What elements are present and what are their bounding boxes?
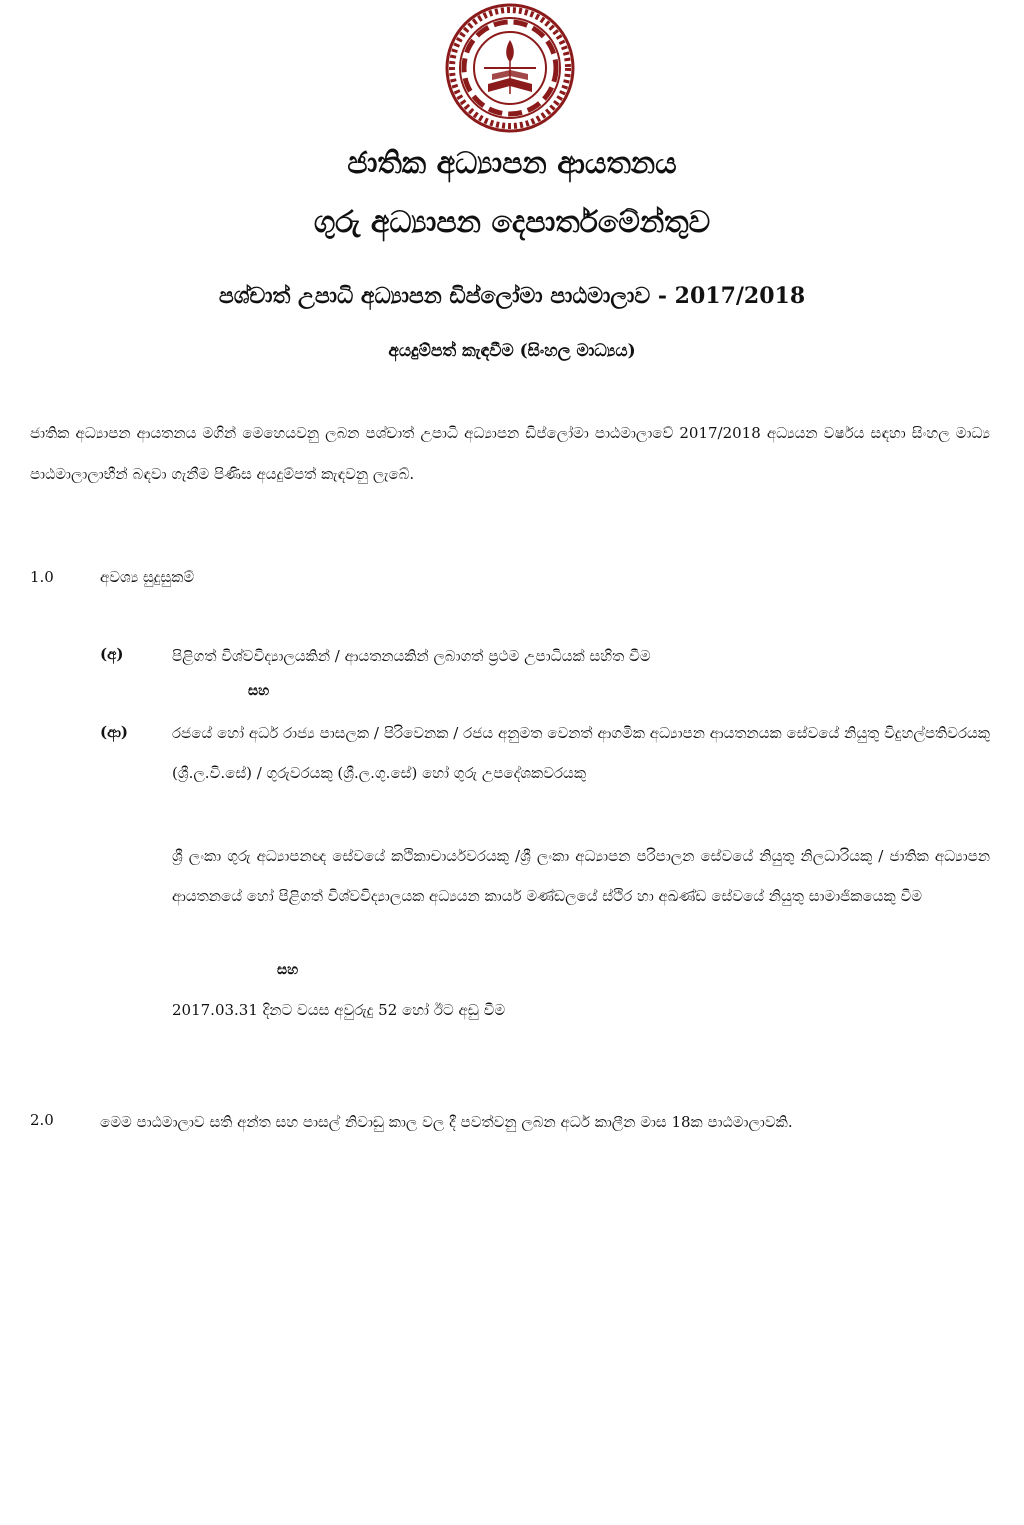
item-a-text: පිළිගත් විශ්වවිද්‍යාලයකින් / ආයතනයකින් ලබාගත් ප්‍රථම උපාධියක් සහිත වීම xyxy=(172,647,651,665)
department-title: ගුරු අධ්‍යාපන දෙපාර්තමේන්තුව xyxy=(313,205,711,240)
section-2-text: මෙම පාඨමාලාව සති අන්ත සහ පාසල් නිවාඩු කාල වල දී පවත්වනු ලබන අර්ධ කාලීන මාස 18ක පාඨමාලාවකි. xyxy=(100,1113,793,1131)
intro-paragraph: ජාතික අධ්‍යාපන ආයතනය මගින් මෙහෙයවනු ලබන පශ්චාත් උපාධි අධ්‍යාපන ඩිප්ලෝමා පාඨමාලාවේ 2017/2018 අධ්‍යයන වර්ෂය සඳහා සිංහල මාධ්‍ය පාඨමාලාලාභීන් බඳවා ගැනීම පිණිස අයදුම්පත් කැඳවනු ලැබේ. xyxy=(30,424,990,483)
and-conjunction-1: සහ xyxy=(248,683,270,699)
item-a-label: (අ) xyxy=(100,645,124,663)
age-requirement: 2017.03.31 දිනට වයස අවුරුදු 52 හෝ ඊට අඩු වීම xyxy=(172,1001,506,1019)
section-1-number: 1.0 xyxy=(30,568,54,586)
notice-subtitle: අයදුම්පත් කැඳවීම (සිංහල මාධ්‍යය) xyxy=(388,341,636,361)
and-conjunction-2: සහ xyxy=(277,962,299,978)
section-2-number: 2.0 xyxy=(30,1111,54,1129)
institute-title: ජාතික අධ්‍යාපන ආයතනය xyxy=(347,146,677,181)
section-1-title: අවශ්‍ය සුදුසුකම් xyxy=(100,568,195,586)
institute-emblem-logo xyxy=(444,2,576,134)
item-aa-label: (ආ) xyxy=(100,723,129,741)
course-title: පශ්චාත් උපාධි අධ්‍යාපන ඩිප්ලෝමා පාඨමාලාව - 2017/2018 xyxy=(218,283,806,309)
item-aa-text-1: රජයේ හෝ අර්ධ රාජ්‍ය පාසලක / පිරිවෙනක / රජය අනුමත වෙනත් ආගමික අධ්‍යාපන ආයතනයක සේවයේ නියුතු විදුහල්පතිවරයකු (ශ්‍රී.ල.වි.සේ) / ගුරුවරයකු (ශ්‍රී.ල.ගු.සේ) හෝ ගුරු උපදේශකවරයකු xyxy=(172,724,990,782)
item-aa-text-2: ශ්‍රී ලංකා ගුරු අධ්‍යාපනඥ සේවයේ කථිකාචාර්යවරයකු /ශ්‍රී ලංකා අධ්‍යාපන පරිපාලන සේවයේ නියුතු නිලධාරියකු / ජාතික අධ්‍යාපන ආයතනයේ හෝ පිළිගත් විශ්වවිද්‍යාලයක අධ්‍යයන කාර්ය මණ්ඩලයේ ස්ථිර හා අඛණ්ඩ සේවයේ නියුතු සාමාජිකයෙකු වීම xyxy=(172,847,990,905)
